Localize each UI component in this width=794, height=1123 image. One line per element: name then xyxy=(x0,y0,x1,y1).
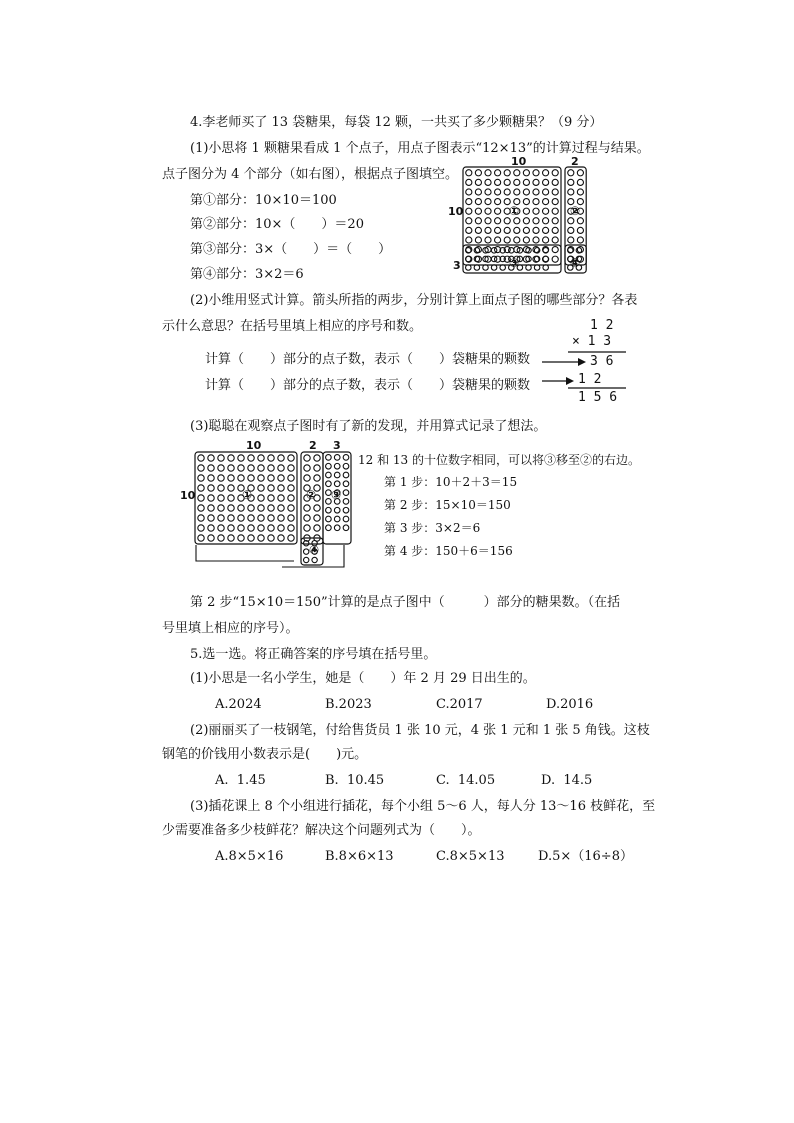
q4-part3-line1: (3)聪聪在观察点子图时有了新的发现，并用算式记录了想法。 xyxy=(190,419,547,434)
q5-sub2-option-c[interactable]: C. 14.05 xyxy=(436,773,496,788)
q5-sub3-line1: (3)插花课上 8 个小组进行插花，每个小组 5～6 人，每人分 13～16 枝鲜花，至 xyxy=(190,799,656,814)
note-line: 12 和 13 的十位数字相同，可以将③移至②的右边。 xyxy=(358,453,640,467)
q4-part2-line1: (2)小维用竖式计算。箭头所指的两步，分别计算上面点子图的哪些部分？各表 xyxy=(190,293,638,308)
q5-sub3-option-c[interactable]: C.8×5×13 xyxy=(436,849,505,864)
grid1-region-3-dots xyxy=(466,248,549,271)
grid2-label-top-10: 10 xyxy=(246,439,262,452)
grid2-label-top-3: 3 xyxy=(333,439,341,452)
grid2-marker-3: ③ xyxy=(331,488,342,502)
grid2-marker-4: ④ xyxy=(309,543,320,557)
q5-sub2-option-d[interactable]: D. 14.5 xyxy=(541,773,593,788)
step-1: 第 1 步：10＋2＋3＝15 xyxy=(384,475,518,489)
grid1-marker-1: ① xyxy=(509,204,520,218)
step-4: 第 4 步：150＋6＝156 xyxy=(384,544,513,558)
fill-part-3[interactable]: 第③部分：3×（ ）＝（ ） xyxy=(190,242,392,257)
q5-sub2-line1: (2)丽丽买了一枝钢笔，付给售货员 1 张 10 元，4 张 1 元和 1 张 5 角钱。这枝 xyxy=(190,723,650,738)
q5-sub1-option-a[interactable]: A.2024 xyxy=(215,697,262,712)
q5-sub3-option-d[interactable]: D.5×（16÷8） xyxy=(538,849,633,864)
fill-part-4: 第④部分：3×2＝6 xyxy=(190,267,304,282)
grid1-marker-3: ③ xyxy=(509,256,520,270)
q5-sub1[interactable]: (1)小思是一名小学生，她是（ ）年 2 月 29 日出生的。 xyxy=(190,671,536,686)
q4-part3-question-line1[interactable]: 第 2 步“15×10＝150”计算的是点子图中（ ）部分的糖果数。（在括 xyxy=(190,595,621,610)
step-3: 第 3 步：3×2＝6 xyxy=(384,521,481,535)
grid1-label-left-3: 3 xyxy=(453,259,461,272)
grid1-label-top-10: 10 xyxy=(511,155,527,168)
q4-title: 4.李老师买了 13 袋糖果，每袋 12 颗，一共买了多少颗糖果？（9 分） xyxy=(190,115,603,130)
q5-sub1-option-d[interactable]: D.2016 xyxy=(546,697,594,712)
grid2-label-top-2: 2 xyxy=(309,439,317,452)
calc-blank-2[interactable]: 计算（ ）部分的点子数，表示（ ）袋糖果的颗数 xyxy=(205,378,531,393)
vertical-multiplier: × 1 3 xyxy=(572,334,612,349)
q5-sub2-line2[interactable]: 钢笔的价钱用小数表示是( )元。 xyxy=(162,747,368,762)
q5-sub3-option-b[interactable]: B.8×6×13 xyxy=(325,849,394,864)
q4-part3-question-line2: 号里填上相应的序号）。 xyxy=(162,621,299,636)
grid1-marker-2: ② xyxy=(570,204,581,218)
vertical-partial-2: 1 2 xyxy=(578,372,602,387)
dot-grid-2 xyxy=(194,451,354,569)
vertical-product: 1 5 6 xyxy=(578,390,618,405)
q5-sub3-option-a[interactable]: A.8×5×16 xyxy=(215,849,284,864)
grid2-move-bracket xyxy=(196,545,344,567)
calc-blank-1[interactable]: 计算（ ）部分的点子数，表示（ ）袋糖果的颗数 xyxy=(205,352,531,367)
q4-part1-line2: 点子图分为 4 个部分（如右图），根据点子图填空。 xyxy=(162,167,459,182)
q5-sub2-option-a[interactable]: A. 1.45 xyxy=(215,773,266,788)
q5-sub2-option-b[interactable]: B. 10.45 xyxy=(325,773,385,788)
step-2: 第 2 步：15×10＝150 xyxy=(384,498,511,512)
grid2-marker-1: ① xyxy=(242,488,253,502)
grid2-marker-2: ② xyxy=(306,488,317,502)
grid1-marker-4: ④ xyxy=(570,256,581,270)
fill-part-1: 第①部分：10×10＝100 xyxy=(190,193,337,208)
vertical-multiplicand: 1 2 xyxy=(590,318,614,333)
grid2-label-left-10: 10 xyxy=(180,489,196,502)
grid1-label-left-10: 10 xyxy=(448,205,464,218)
q5-sub1-option-b[interactable]: B.2023 xyxy=(325,697,372,712)
q4-part1-line1: (1)小思将 1 颗糖果看成 1 个点子，用点子图表示“12×13”的计算过程与结果。 xyxy=(190,141,650,156)
q5-sub3-line2[interactable]: 少需要准备多少枝鲜花？解决这个问题列式为（ ）。 xyxy=(162,823,481,838)
grid1-label-top-2: 2 xyxy=(571,155,579,168)
q5-title: 5.选一选。将正确答案的序号填在括号里。 xyxy=(190,647,437,662)
vertical-partial-1: 3 6 xyxy=(590,354,614,369)
fill-part-2[interactable]: 第②部分：10×（ ）＝20 xyxy=(190,217,364,232)
q5-sub1-option-c[interactable]: C.2017 xyxy=(436,697,483,712)
q4-part2-line2: 示什么意思？在括号里填上相应的序号和数。 xyxy=(162,319,423,334)
